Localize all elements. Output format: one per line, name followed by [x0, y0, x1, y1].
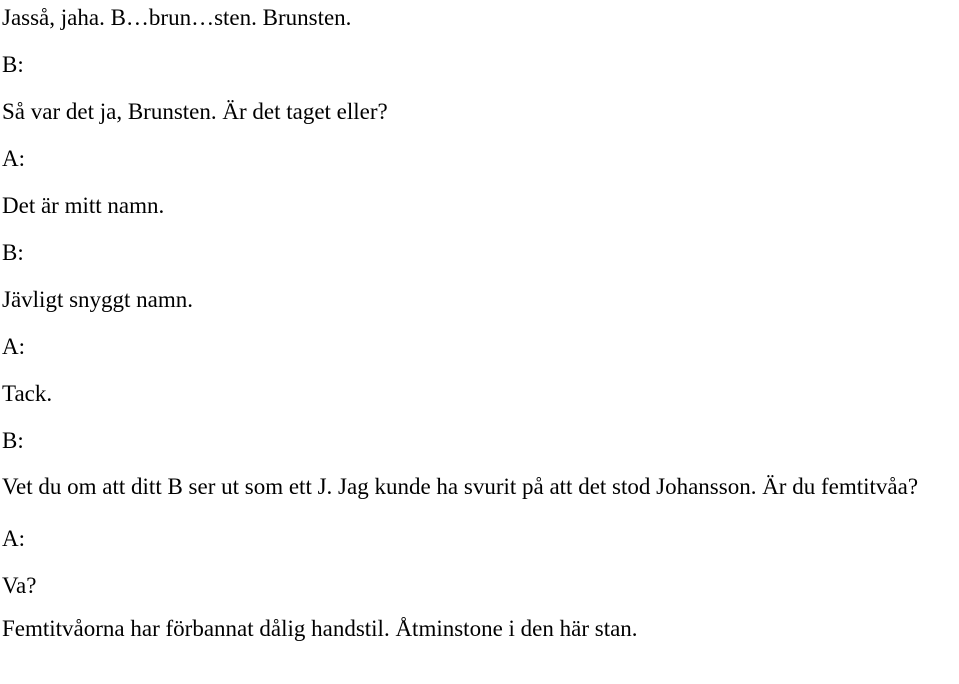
dialogue-line: Vet du om att ditt B ser ut som ett J. Jag kunde ha svurit på att det stod Johansson. Är du femtitvåa? — [2, 474, 919, 499]
transcript-document — [2, 0, 957, 642]
dialogue-line: Va? — [2, 573, 37, 598]
speaker-label-b: B: — [2, 428, 24, 453]
dialogue-line: Jävligt snyggt namn. — [2, 287, 194, 312]
speaker-label-a: A: — [2, 146, 25, 171]
dialogue-line: Det är mitt namn. — [2, 193, 165, 218]
dialogue-line: Så var det ja, Brunsten. Är det taget eller? — [2, 99, 388, 124]
dialogue-line: Tack. — [2, 381, 53, 406]
dialogue-line: Femtitvåorna har förbannat dålig handstil. Åtminstone i den här stan. — [2, 616, 638, 641]
dialogue-line: Jasså, jaha. B…brun…sten. Brunsten. — [2, 5, 352, 30]
speaker-label-a: A: — [2, 526, 25, 551]
speaker-label-a: A: — [2, 334, 25, 359]
speaker-label-b: B: — [2, 240, 24, 265]
speaker-label-b: B: — [2, 52, 24, 77]
